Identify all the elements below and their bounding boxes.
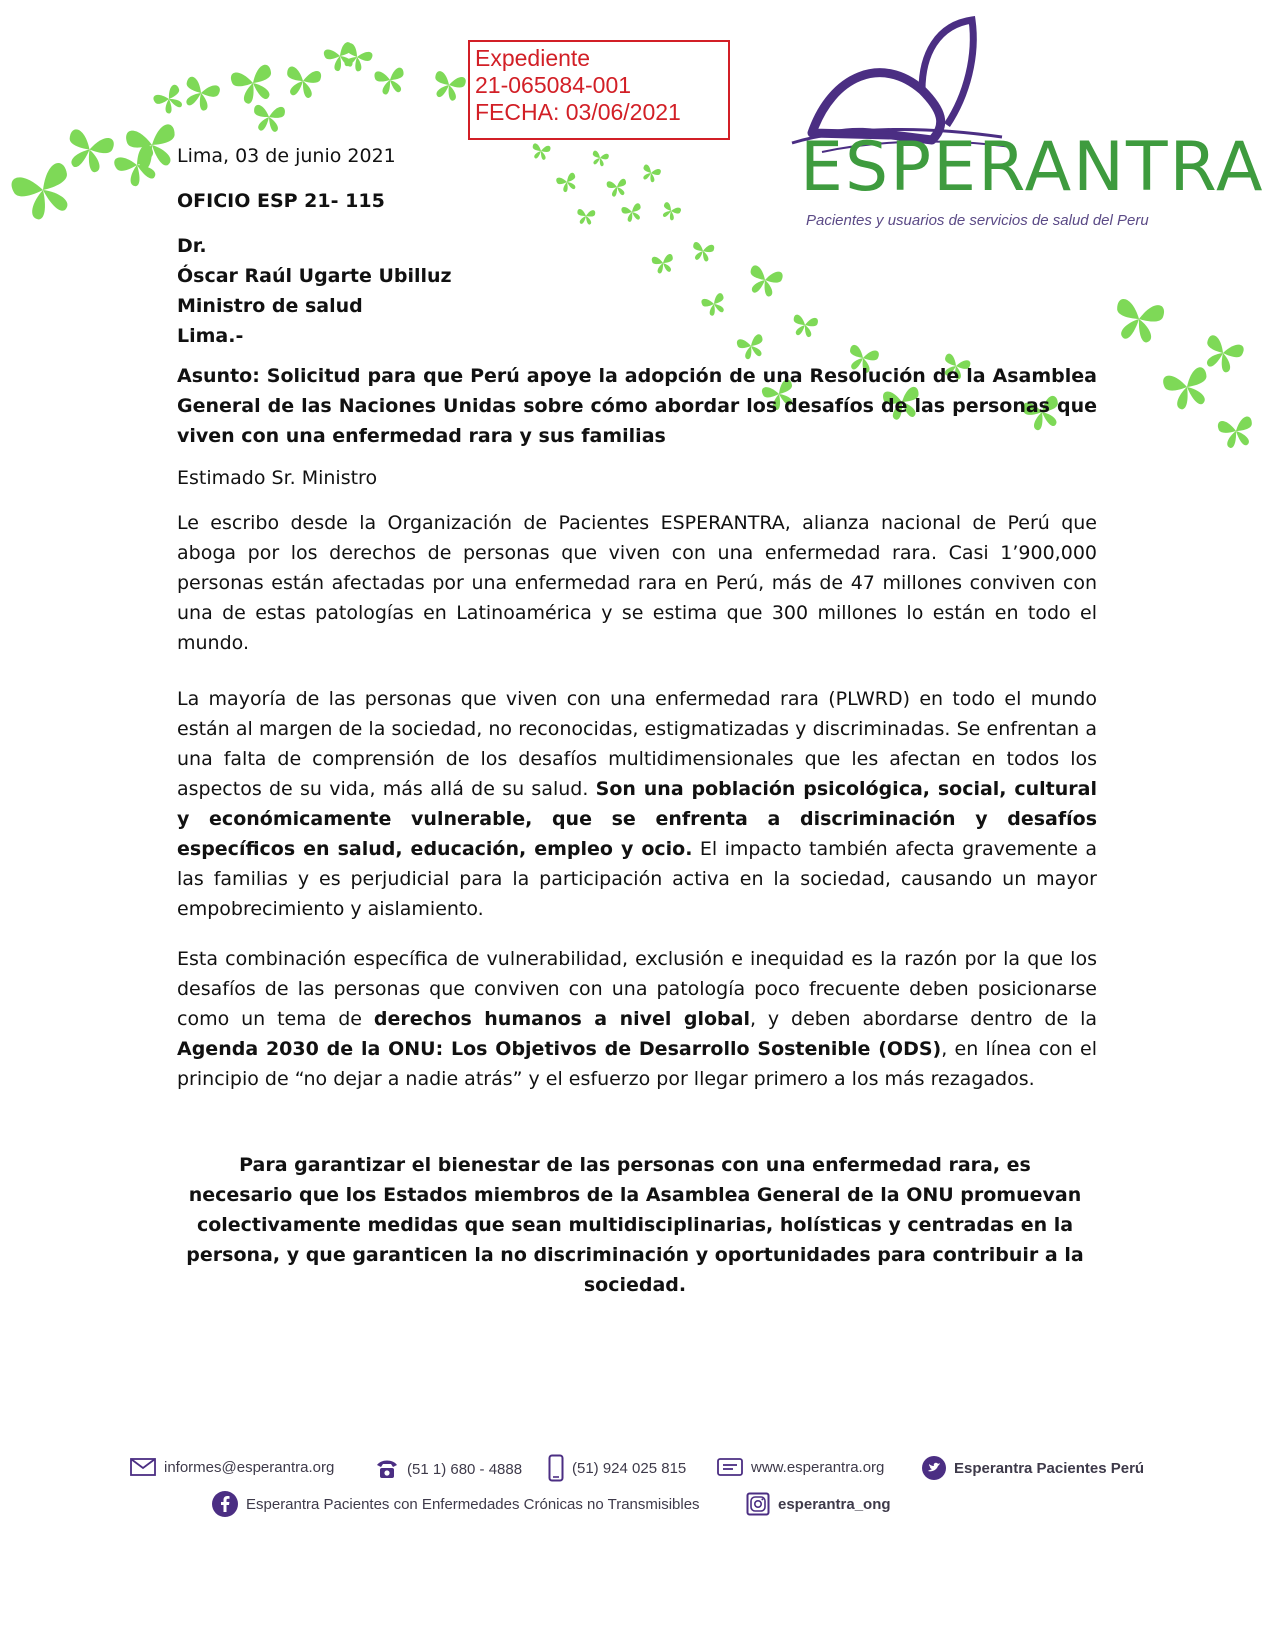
paragraph-2-emphasis: Son una población psicológica, social, cultural y económicamente vulnerable, que se enfrenta a discriminación y desafíos específicos en salud, educación, empleo y ocio.	[177, 778, 1097, 860]
mobile-phone-icon	[548, 1454, 564, 1482]
footer-mobile-text: (51) 924 025 815	[572, 1459, 687, 1477]
recipient-city: Lima.-	[177, 325, 244, 347]
stamp-line-2: 21-065084-001	[475, 72, 632, 98]
footer-facebook[interactable]	[212, 1491, 700, 1517]
paragraph-3	[177, 944, 1097, 1094]
instagram-icon	[746, 1492, 770, 1516]
recipient-block	[177, 231, 1097, 351]
letter-date: Lima, 03 de junio 2021	[177, 145, 396, 167]
expediente-stamp	[468, 40, 730, 140]
twitter-icon	[922, 1456, 946, 1480]
butterfly-icon	[1105, 285, 1172, 352]
footer-instagram-text: esperantra_ong	[778, 1495, 891, 1513]
paragraph-2-text-end: El impacto también afecta gravemente a las familias y es perjudicial para la participación activa en la sociedad, causando un mayor empobrecimiento y aislamiento.	[177, 838, 1097, 920]
closing-statement: Para garantizar el bienestar de las personas con una enfermedad rara, es necesario que los Estados miembros de la Asamblea General de la ONU promuevan colectivamente medidas que sean multidisciplinarias, holísticas y centradas en la persona, y que garanticen la no discriminación y oportunidades para contribuir a la sociedad.	[186, 1154, 1084, 1296]
brand-name: ESPERANTRA	[800, 128, 1265, 207]
recipient-name: Óscar Raúl Ugarte Ubilluz	[177, 265, 452, 287]
letter-subject: Asunto: Solicitud para que Perú apoye la adopción de una Resolución de la Asamblea General de las Naciones Unidas sobre cómo abordar los desafíos de las personas que viven con una enfermedad rara y sus familias	[177, 365, 1097, 447]
letter-greeting: Estimado Sr. Ministro	[177, 467, 378, 489]
stamp-line-3: FECHA: 03/06/2021	[475, 99, 681, 125]
recipient-title: Dr.	[177, 235, 207, 257]
footer-email[interactable]	[130, 1458, 334, 1476]
facebook-icon	[212, 1491, 238, 1517]
paragraph-3-text-2: , y deben abordarse dentro de la	[749, 1008, 1097, 1030]
footer-facebook-text: Esperantra Pacientes con Enfermedades Crónicas no Transmisibles	[246, 1495, 700, 1513]
paragraph-2	[177, 684, 1097, 924]
footer-phone-text: (51 1) 680 - 4888	[407, 1460, 523, 1478]
footer-website-text: www.esperantra.org	[751, 1458, 885, 1476]
butterfly-icon	[1212, 407, 1261, 456]
paragraph-3-emphasis-1: derechos humanos a nivel global	[373, 1008, 750, 1030]
footer-twitter[interactable]	[922, 1456, 1144, 1480]
paragraph-3-text-end: , en línea con el principio de “no dejar a nadie atrás” y el esfuerzo por llegar primero a los más rezagados.	[177, 1038, 1097, 1090]
footer-email-text: informes@esperantra.org	[164, 1458, 335, 1476]
butterfly-icon	[279, 57, 328, 106]
contact-footer	[0, 1458, 1275, 1548]
footer-website[interactable]	[717, 1458, 884, 1476]
footer-mobile[interactable]	[548, 1454, 686, 1482]
stamp-line-1: Expediente	[475, 45, 591, 71]
recipient-position: Ministro de salud	[177, 295, 363, 317]
paragraph-2-text: La mayoría de las personas que viven con una enfermedad rara (PLWRD) en todo el mundo están al margen de la sociedad, no reconocidas, estigmatizadas y discriminadas. Se enfrentan a una falta de comprensión de los desafíos multidimensionales que les afectan en todos los aspectos de su vida, más allá de su salud.	[177, 688, 1097, 800]
footer-phone[interactable]	[375, 1458, 522, 1480]
letter-reference: OFICIO ESP 21- 115	[177, 190, 385, 212]
butterfly-icon	[426, 62, 473, 109]
butterfly-icon	[248, 96, 289, 137]
footer-twitter-text: Esperantra Pacientes Perú	[954, 1459, 1145, 1477]
footer-instagram[interactable]	[746, 1492, 891, 1516]
paragraph-3-emphasis-2: Agenda 2030 de la ONU: Los Objetivos de Desarrollo Sostenible (ODS)	[177, 1038, 942, 1060]
browser-window-icon	[717, 1458, 743, 1476]
mail-icon	[130, 1458, 156, 1476]
brand-tagline: Pacientes y usuarios de servicios de salud del Peru	[806, 212, 1149, 229]
paragraph-3-text: Esta combinación específica de vulnerabilidad, exclusión e inequidad es la razón por la que los desafíos de las personas que conviven con una patología poco frecuente deben posicionarse como un tema de	[177, 948, 1097, 1030]
butterfly-icon	[369, 59, 411, 101]
telephone-icon	[375, 1458, 399, 1480]
paragraph-1: Le escribo desde la Organización de Pacientes ESPERANTRA, alianza nacional de Perú que aboga por los derechos de personas que viven con una enfermedad rara. Casi 1’900,000 personas están afectadas por una enfermedad rara en Perú, más de 47 millones conviven con una de estas patologías en Latinoamérica y se estima que 300 millones lo están en todo el mundo.	[177, 512, 1097, 654]
